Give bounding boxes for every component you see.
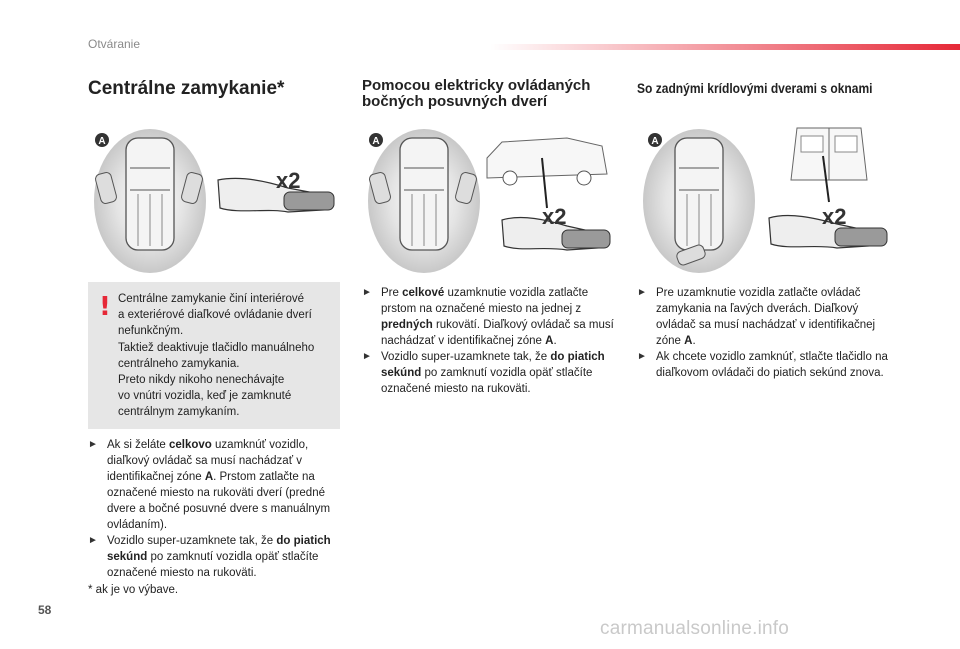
watermark: carmanualsonline.info bbox=[600, 618, 790, 639]
title-central-locking: Centrálne zamykanie* bbox=[88, 78, 285, 99]
illustration-central-locking bbox=[88, 128, 340, 278]
title-rear-wing-doors: So zadnými krídlovými dverami s oknami bbox=[637, 80, 873, 96]
bullet-icon: ► bbox=[88, 439, 98, 450]
title-electric-sliding-doors bbox=[362, 78, 622, 110]
list-item: ► Vozidlo super-uzamknete tak, že do piatich sekúnd po zamknutí vozidla opäť stlačíte označené miesto na rukoväti. bbox=[88, 535, 331, 579]
header-accent-bar bbox=[490, 44, 960, 50]
zone-a-label: A bbox=[98, 136, 106, 147]
warning-line: vo vnútri vozidla, keď je zamknuté bbox=[118, 390, 292, 403]
section-label: Otváranie bbox=[88, 37, 141, 51]
warning-line: centrálnym zamykaním. bbox=[118, 406, 240, 419]
warning-line: Centrálne zamykanie činí interiérové bbox=[118, 293, 305, 305]
title-line-2: bočných posuvných dverí bbox=[362, 93, 548, 110]
warning-line: a exteriérové diaľkové ovládanie dverí bbox=[118, 309, 312, 322]
warning-line: Preto nikdy nikoho nenechávajte bbox=[118, 374, 285, 387]
page-number: 58 bbox=[38, 603, 52, 617]
list-item: ► Vozidlo super-uzamknete tak, že do piatich sekúnd po zamknutí vozidla opäť stlačíte označené miesto na rukoväti. bbox=[362, 351, 605, 395]
warning-line: centrálneho zamykania. bbox=[118, 357, 240, 370]
bullets-col1 bbox=[88, 437, 340, 581]
illustration-rear-doors bbox=[637, 120, 892, 280]
bullets-col2 bbox=[362, 285, 620, 397]
warning-icon: ! bbox=[99, 292, 111, 322]
bullet-icon: ► bbox=[362, 287, 372, 298]
zone-a-label: A bbox=[651, 136, 659, 147]
illustration-sliding-doors bbox=[362, 128, 617, 278]
bullets-col3 bbox=[637, 285, 897, 381]
list-item: ► Ak chcete vozidlo zamknúť, stlačte tlačidlo na diaľkovom ovládači do piatich sekúnd znova. bbox=[637, 351, 888, 379]
warning-line: nefunkčným. bbox=[118, 325, 184, 338]
footnote: * ak je vo výbave. bbox=[88, 584, 179, 596]
van-side-view bbox=[487, 138, 607, 178]
list-item: ► Pre celkové uzamknutie vozidla zatlačte prstom na označené miesto na jednej z predných rukovätí. Diaľkový ovládač sa musí nachádzať v identifikačnej zóne A. bbox=[362, 287, 614, 347]
bullet-icon: ► bbox=[88, 535, 98, 546]
double-press-label: x2 bbox=[276, 168, 301, 193]
door-handle bbox=[284, 192, 334, 210]
list-item: ► Pre uzamknutie vozidla zatlačte ovládač zamykania na ľavých dverách. Diaľkový ovládač sa musí nachádzať v identifikačnej zóne A. bbox=[637, 287, 876, 347]
bullet-icon: ► bbox=[637, 351, 647, 362]
warning-line: Taktiež deaktivuje tlačidlo manuálneho bbox=[118, 341, 315, 354]
title-line-1: Pomocou elektricky ovládaných bbox=[362, 77, 591, 94]
warning-box bbox=[88, 282, 340, 429]
bullet-icon: ► bbox=[637, 287, 647, 298]
zone-a-label: A bbox=[372, 136, 380, 147]
double-press-label: x2 bbox=[822, 204, 847, 229]
list-item: ► Ak si želáte celkovo uzamknúť vozidlo, diaľkový ovládač sa musí nachádzať v identifikačnej zóne A. Prstom zatlačte na označené miesto na rukoväti dverí (predné dvere a bočné posuvné dvere s manuálnym ovládaním). bbox=[88, 439, 331, 531]
door-handle bbox=[835, 228, 887, 246]
warning-text bbox=[118, 291, 333, 421]
bullet-icon: ► bbox=[362, 351, 372, 362]
double-press-label: x2 bbox=[542, 204, 567, 229]
door-handle bbox=[562, 230, 610, 248]
